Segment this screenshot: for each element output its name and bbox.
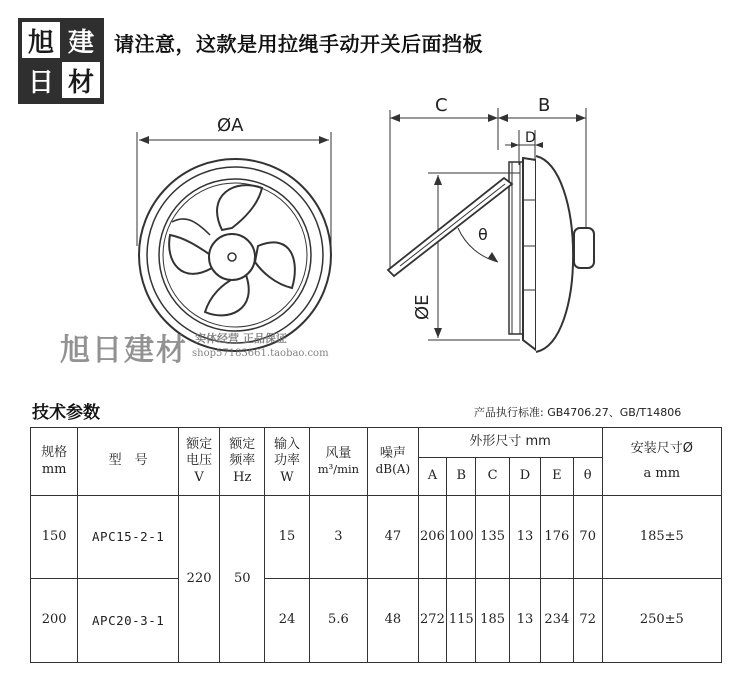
cell-dim-c: 185 (476, 579, 510, 663)
table-row (31, 496, 722, 579)
cell-noise: 48 (368, 579, 418, 663)
cell-airflow: 5.6 (309, 579, 368, 663)
watermark-slogan: 实体经营 正品保证 (195, 332, 287, 345)
cell-dim-d: 13 (510, 496, 541, 579)
cell-power: 24 (265, 579, 309, 663)
header-install: 安装尺寸Ø a mm (602, 428, 721, 496)
cell-model: APC15-2-1 (78, 496, 179, 579)
cell-dim-a: 272 (418, 579, 447, 663)
cell-dim-b: 115 (447, 579, 476, 663)
logo-char-2: 建 (62, 22, 100, 58)
cell-dim-e: 234 (540, 579, 573, 663)
header-spec: 规格 mm (31, 428, 78, 496)
logo-char-3: 日 (22, 62, 60, 98)
header-dim-a: A (418, 458, 447, 496)
dim-label-e: ØE (412, 294, 433, 320)
header-noise: 噪声 dB(A) (368, 428, 418, 496)
header-dim-d: D (510, 458, 541, 496)
cell-dim-a: 206 (418, 496, 447, 579)
cell-dim-e: 176 (540, 496, 573, 579)
cell-dim-theta: 72 (573, 579, 602, 663)
header-dim-b: B (447, 458, 476, 496)
dim-label-theta: θ (478, 225, 488, 244)
cell-voltage: 220 (179, 496, 220, 663)
logo-char-4: 材 (62, 62, 100, 98)
header-airflow: 风量 m³/min (309, 428, 368, 496)
table-row (31, 579, 722, 663)
dim-label-c: C (435, 95, 448, 116)
header-dim-c: C (476, 458, 510, 496)
cell-spec: 150 (31, 496, 78, 579)
cell-dim-d: 13 (510, 579, 541, 663)
header-power: 输入 功率 W (265, 428, 309, 496)
header-dim-e: E (540, 458, 573, 496)
watermark-brand: 旭日建材 (60, 333, 188, 368)
cell-model: APC20-3-1 (78, 579, 179, 663)
cell-dim-c: 135 (476, 496, 510, 579)
cell-airflow: 3 (309, 496, 368, 579)
standard-text: 产品执行标准: GB4706.27、GB/T14806 (474, 406, 682, 419)
cell-noise: 47 (368, 496, 418, 579)
cell-frequency: 50 (220, 496, 265, 663)
header-model: 型 号 (78, 428, 179, 496)
cell-install: 185±5 (602, 496, 721, 579)
cell-install: 250±5 (602, 579, 721, 663)
header-voltage: 额定 电压 V (179, 428, 220, 496)
section-title: 技术参数 (32, 403, 100, 423)
header-dimensions: 外形尺寸 mm (418, 428, 602, 458)
logo-char-1: 旭 (22, 22, 60, 58)
cell-spec: 200 (31, 579, 78, 663)
cell-dim-b: 100 (447, 496, 476, 579)
cell-dim-theta: 70 (573, 496, 602, 579)
dim-label-b: B (538, 95, 551, 116)
header-dim-theta: θ (573, 458, 602, 496)
dim-label-a: ØA (217, 115, 244, 136)
watermark-url: shop57183661.taobao.com (192, 348, 329, 359)
header-frequency: 额定 频率 Hz (220, 428, 265, 496)
spec-table (30, 427, 722, 663)
front-view (137, 132, 331, 351)
dim-label-d: D (525, 130, 536, 146)
notice-text: 请注意，这款是用拉绳手动开关后面挡板 (114, 32, 483, 56)
cell-power: 15 (265, 496, 309, 579)
